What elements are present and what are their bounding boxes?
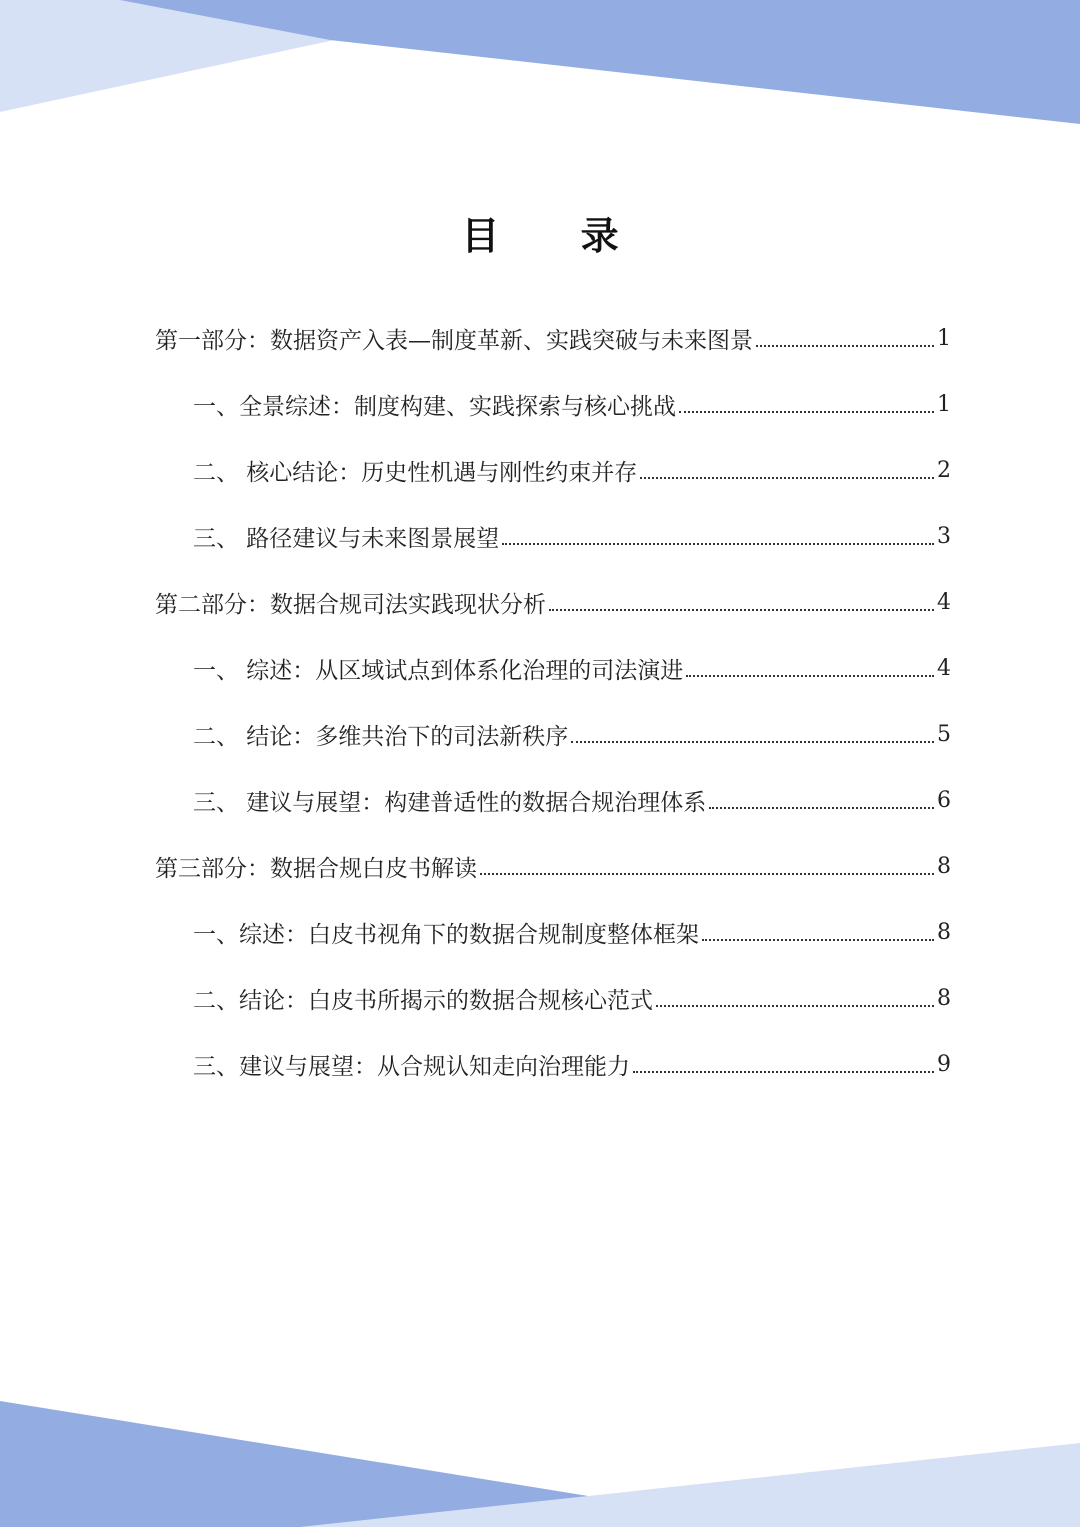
toc-dot-leader [686, 675, 934, 677]
toc-entry[interactable] [155, 899, 951, 965]
toc-page-number: 8 [937, 985, 951, 1011]
toc-page-number: 2 [937, 457, 951, 483]
toc-dot-leader [679, 411, 934, 413]
toc-entry[interactable] [155, 371, 951, 437]
toc-entry-label: 一、全景综述：制度构建、实践探索与核心挑战 [193, 393, 676, 420]
toc-entry-label: 二、结论：白皮书所揭示的数据合规核心范式 [193, 987, 653, 1014]
toc-entry[interactable] [155, 305, 951, 371]
toc-page-number: 3 [937, 523, 951, 549]
toc-entry-label: 三、建议与展望：从合规认知走向治理能力 [193, 1053, 630, 1080]
toc-entry-label: 三、 路径建议与未来图景展望 [193, 525, 500, 552]
toc-dot-leader [702, 939, 934, 941]
toc-page-number: 4 [937, 589, 951, 615]
toc-entry-label: 第二部分：数据合规司法实践现状分析 [155, 591, 546, 618]
toc-entry-label: 一、综述：白皮书视角下的数据合规制度整体框架 [193, 921, 699, 948]
toc-entry-label: 二、 核心结论：历史性机遇与刚性约束并存 [193, 459, 638, 486]
toc-entry[interactable] [155, 1031, 951, 1097]
toc-entry-label: 三、 建议与展望：构建普适性的数据合规治理体系 [193, 789, 707, 816]
toc-page-number: 6 [937, 787, 951, 813]
toc-dot-leader [571, 741, 934, 743]
table-of-contents [155, 305, 951, 1097]
toc-entry[interactable] [155, 635, 951, 701]
toc-entry[interactable] [155, 701, 951, 767]
page-title: 目 录 [461, 213, 653, 258]
toc-dot-leader [756, 345, 934, 347]
toc-entry-label: 二、 结论：多维共治下的司法新秩序 [193, 723, 569, 750]
toc-entry[interactable] [155, 437, 951, 503]
toc-entry-label: 一、 综述：从区域试点到体系化治理的司法演进 [193, 657, 684, 684]
toc-page-number: 1 [937, 391, 951, 417]
toc-dot-leader [549, 609, 934, 611]
toc-page-number: 5 [937, 721, 951, 747]
toc-entry[interactable] [155, 503, 951, 569]
toc-dot-leader [640, 477, 934, 479]
toc-page-number: 8 [937, 919, 951, 945]
toc-dot-leader [709, 807, 934, 809]
toc-entry-label: 第三部分：数据合规白皮书解读 [155, 855, 477, 882]
toc-page-number: 4 [937, 655, 951, 681]
toc-entry[interactable] [155, 569, 951, 635]
bottom-decorative-band [0, 1377, 1080, 1527]
toc-page-number: 9 [937, 1051, 951, 1077]
toc-entry-label: 第一部分：数据资产入表—制度革新、实践突破与未来图景 [155, 327, 753, 354]
toc-page-number: 1 [937, 325, 951, 351]
toc-dot-leader [502, 543, 934, 545]
toc-entry[interactable] [155, 965, 951, 1031]
toc-dot-leader [656, 1005, 934, 1007]
top-decorative-band [0, 0, 1080, 140]
toc-page-number: 8 [937, 853, 951, 879]
toc-dot-leader [633, 1071, 934, 1073]
toc-entry[interactable] [155, 767, 951, 833]
toc-entry[interactable] [155, 833, 951, 899]
toc-dot-leader [480, 873, 934, 875]
